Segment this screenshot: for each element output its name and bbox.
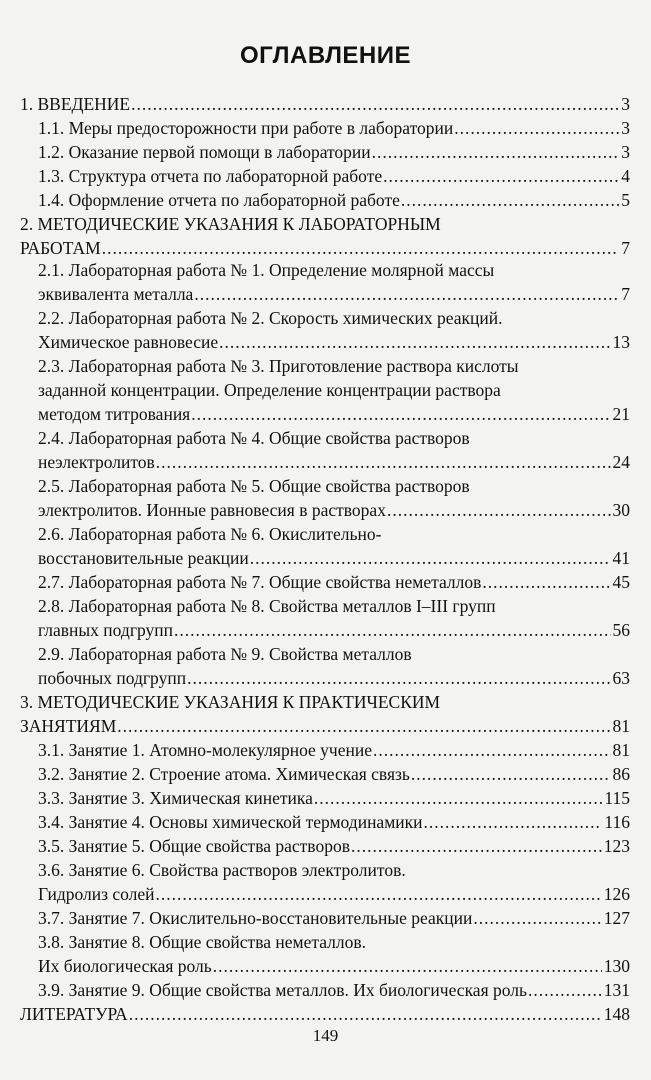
toc-entry-page: 7	[621, 284, 630, 304]
toc-entry-page: 5	[621, 190, 630, 210]
toc-entry	[0, 834, 651, 858]
toc-entry-title: неэлектролитов	[38, 452, 155, 472]
toc-entry-page: 7	[621, 238, 630, 258]
toc-entry-title: 1.4. Оформление отчета по лабораторной работе	[38, 190, 400, 210]
toc-entry-page: 148	[603, 1004, 630, 1024]
toc-entry	[0, 858, 651, 882]
toc-entry	[0, 164, 651, 188]
toc-entry	[0, 642, 651, 666]
toc-entry-title: 2.7. Лабораторная работа № 7. Общие свойства неметаллов	[38, 572, 482, 592]
dot-leader	[194, 282, 619, 306]
toc-entry-title: 2. МЕТОДИЧЕСКИЕ УКАЗАНИЯ К ЛАБОРАТОРНЫМ	[20, 214, 441, 234]
toc-entry	[0, 258, 651, 282]
toc-entry-page: 3	[621, 118, 630, 138]
toc-entry-title: 3.7. Занятие 7. Окислительно-восстановительные реакции	[38, 908, 473, 928]
toc-entry-page: 3	[621, 142, 630, 162]
toc-entry-title: 1. ВВЕДЕНИЕ	[20, 94, 131, 114]
toc-entry	[0, 522, 651, 546]
toc-entry	[0, 594, 651, 618]
toc-entry	[0, 330, 651, 354]
page-number: 149	[312, 1026, 339, 1045]
dot-leader	[191, 402, 610, 426]
dot-leader	[102, 236, 620, 260]
toc-entry-page: 63	[612, 668, 630, 688]
toc-entry-page: 4	[621, 166, 630, 186]
toc-entry	[0, 450, 651, 474]
toc-entry	[0, 570, 651, 594]
toc-entry-page: 45	[612, 572, 630, 592]
dot-leader	[387, 498, 611, 522]
toc-entry-title: Гидролиз солей	[38, 884, 155, 904]
dot-leader	[174, 618, 611, 642]
toc-entry-title: 3.1. Занятие 1. Атомно-молекулярное учение	[38, 740, 372, 760]
toc-entry	[0, 474, 651, 498]
toc-entry-title: эквивалента металла	[38, 284, 194, 304]
toc-entry	[0, 92, 651, 116]
toc-entry	[0, 236, 651, 260]
toc-entry-title: главных подгрупп	[38, 620, 173, 640]
toc-entry-page: 126	[603, 884, 630, 904]
toc-entry-page: 127	[603, 908, 630, 928]
toc-entry-page: 13	[612, 332, 630, 352]
toc-entry-page: 123	[603, 836, 630, 856]
toc-entry	[0, 282, 651, 306]
dot-leader	[351, 834, 602, 858]
dot-leader	[250, 546, 611, 570]
toc-entry	[0, 354, 651, 378]
toc-entry-title: 3. МЕТОДИЧЕСКИЕ УКАЗАНИЯ К ПРАКТИЧЕСКИМ	[20, 692, 441, 712]
dot-leader	[528, 978, 602, 1002]
toc-entry-title: 3.3. Занятие 3. Химическая кинетика	[38, 788, 313, 808]
toc-entry-page: 86	[612, 764, 630, 784]
dot-leader	[424, 810, 603, 834]
toc-entry	[0, 954, 651, 978]
toc-entry	[0, 188, 651, 212]
dot-leader	[219, 330, 610, 354]
toc-entry-page: 116	[604, 812, 630, 832]
toc-entry-title: РАБОТАМ	[20, 238, 101, 258]
dot-leader	[213, 954, 602, 978]
dot-leader	[383, 164, 619, 188]
toc-entry-title: 2.9. Лабораторная работа № 9. Свойства металлов	[38, 644, 412, 664]
toc-entry-title: ЗАНЯТИЯМ	[20, 716, 117, 736]
toc-entry	[0, 618, 651, 642]
toc-entry	[0, 1002, 651, 1026]
toc-entry-title: 2.3. Лабораторная работа № 3. Приготовление раствора кислоты	[38, 356, 519, 376]
toc-entry-title: электролитов. Ионные равновесия в растворах	[38, 500, 386, 520]
toc-entry-title: 2.6. Лабораторная работа № 6. Окислительно-	[38, 524, 382, 544]
toc-entry	[0, 140, 651, 164]
toc-entry-title: 3.4. Занятие 4. Основы химической термодинамики	[38, 812, 423, 832]
toc-entry-page: 81	[612, 716, 630, 736]
dot-leader	[129, 1002, 602, 1026]
toc-entry-page: 130	[603, 956, 630, 976]
toc-entry	[0, 378, 651, 402]
toc-entry-title: 2.4. Лабораторная работа № 4. Общие свойства растворов	[38, 428, 470, 448]
toc-entry-title: методом титрования	[38, 404, 191, 424]
toc-entry-title: 2.2. Лабораторная работа № 2. Скорость химических реакций.	[38, 308, 503, 328]
toc-entry	[0, 666, 651, 690]
toc-entry	[0, 786, 651, 810]
toc-entry	[0, 402, 651, 426]
dot-leader	[373, 738, 611, 762]
toc-entry	[0, 116, 651, 140]
toc-entry-title: 1.3. Структура отчета по лабораторной работе	[38, 166, 383, 186]
toc-entry	[0, 930, 651, 954]
page-title: ОГЛАВЛЕНИЕ	[239, 42, 412, 69]
dot-leader	[156, 450, 611, 474]
toc-entry	[0, 546, 651, 570]
dot-leader	[473, 906, 601, 930]
dot-leader	[372, 140, 620, 164]
toc-entry-page: 56	[612, 620, 630, 640]
toc-entry	[0, 978, 651, 1002]
toc-entry-title: 2.8. Лабораторная работа № 8. Свойства металлов I–III групп	[38, 596, 496, 616]
toc-entry	[0, 762, 651, 786]
toc-entry-title: 3.2. Занятие 2. Строение атома. Химическая связь	[38, 764, 410, 784]
toc-entry-title: ЛИТЕРАТУРА	[20, 1004, 128, 1024]
toc-entry-title: побочных подгрупп	[38, 668, 187, 688]
toc-entry-page: 3	[621, 94, 630, 114]
toc-entry-title: заданной концентрации. Определение концентрации раствора	[38, 380, 501, 400]
toc-entry-title: 2.1. Лабораторная работа № 1. Определение молярной массы	[38, 260, 495, 280]
toc-entry-title: Химическое равновесие	[38, 332, 219, 352]
toc-entry-page: 131	[603, 980, 630, 1000]
toc-entry-page: 21	[612, 404, 630, 424]
toc-entry-title: 3.6. Занятие 6. Свойства растворов электролитов.	[38, 860, 406, 880]
toc-entry-page: 115	[604, 788, 630, 808]
toc-entry-title: восстановительные реакции	[38, 548, 249, 568]
dot-leader	[156, 882, 602, 906]
dot-leader	[187, 666, 610, 690]
toc-entry-page: 81	[612, 740, 630, 760]
toc-entry-title: 3.8. Занятие 8. Общие свойства неметаллов.	[38, 932, 366, 952]
dot-leader	[454, 116, 619, 140]
toc-entry	[0, 882, 651, 906]
dot-leader	[314, 786, 603, 810]
toc-entry-page: 30	[612, 500, 630, 520]
toc-entry-title: 3.9. Занятие 9. Общие свойства металлов. Их биологическая роль	[38, 980, 527, 1000]
toc-entry	[0, 690, 651, 714]
toc-entry	[0, 810, 651, 834]
dot-leader	[482, 570, 610, 594]
toc-entry-title: 1.2. Оказание первой помощи в лаборатории	[38, 142, 371, 162]
toc-entry	[0, 906, 651, 930]
toc-entry-page: 41	[612, 548, 630, 568]
toc-entry-title: 2.5. Лабораторная работа № 5. Общие свойства растворов	[38, 476, 470, 496]
toc-entry-title: Их биологическая роль	[38, 956, 212, 976]
toc-entry	[0, 306, 651, 330]
toc-entry-title: 1.1. Меры предосторожности при работе в лаборатории	[38, 118, 454, 138]
toc-entry-title: 3.5. Занятие 5. Общие свойства растворов	[38, 836, 350, 856]
toc-entry	[0, 714, 651, 738]
dot-leader	[131, 92, 619, 116]
toc-entry	[0, 738, 651, 762]
toc-entry	[0, 498, 651, 522]
toc-entry	[0, 212, 651, 236]
dot-leader	[401, 188, 619, 212]
toc-entry	[0, 426, 651, 450]
dot-leader	[117, 714, 610, 738]
dot-leader	[411, 762, 611, 786]
toc-entry-page: 24	[612, 452, 630, 472]
